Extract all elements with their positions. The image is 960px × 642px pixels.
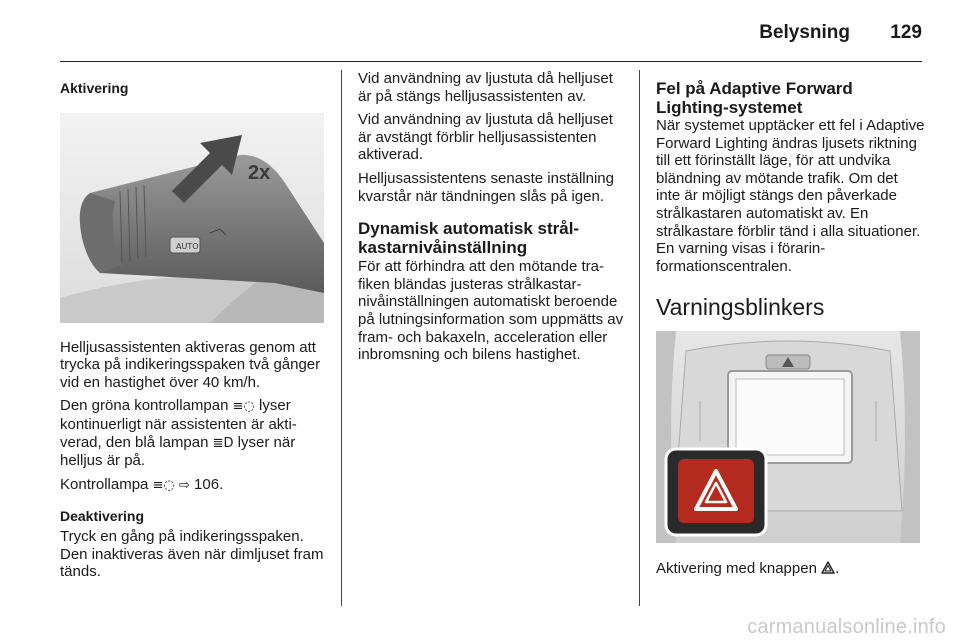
high-beam-icon: ≣D	[212, 435, 234, 451]
indicator-stalk-figure	[60, 113, 324, 323]
paragraph: För att förhindra att den mötande trafiken bländas justeras strålkastarnivåinställningen automatiskt beroende på lutningsinformation som uppmätts av fram- och bakaxeln, acceleration eller inbromsning och bilens hastighet.	[358, 258, 624, 364]
page-number: 129	[890, 22, 922, 43]
column-2	[358, 70, 628, 364]
column-1	[60, 70, 330, 581]
column-divider	[341, 70, 342, 606]
reference-arrow-icon: ⇨	[178, 477, 190, 493]
hazard-button-figure	[656, 331, 920, 543]
section-title: Belysning	[759, 22, 850, 43]
chapter-heading: Varningsblinkers	[656, 294, 825, 321]
high-beam-assist-icon: ≡◌	[232, 399, 255, 415]
caption: Aktivering med knappen .	[656, 560, 840, 578]
high-beam-assist-icon: ≡◌	[152, 477, 175, 493]
deactivation-heading: Deaktivering	[60, 508, 145, 525]
paragraph: Helljusassistentens senaste inställning kvarstår när tändningen slås på igen.	[358, 169, 614, 205]
paragraph: Kontrollampa ≡◌ ⇨ 106.	[60, 475, 224, 493]
paragraph: Den gröna kontrollampan ≡◌ lyser kontinuerligt när assistenten är aktiverad, den blå lampan ≣D lyser när helljus är på.	[60, 397, 297, 470]
paragraph: Vid användning av ljustuta då helljuset är avstängt förblir helljusassistenten aktiverad.	[358, 111, 613, 164]
column-3	[656, 70, 926, 578]
column-divider	[639, 70, 640, 606]
page-header	[60, 20, 922, 62]
svg-text:AUTO: AUTO	[176, 241, 199, 251]
hazard-triangle-icon	[821, 560, 835, 577]
watermark: carmanualsonline.info	[747, 616, 946, 638]
paragraph: Helljusassistenten aktiveras genom att trycka på indikeringsspaken två gånger vid en hastighet över 40 km/h.	[60, 338, 321, 391]
section-heading: Dynamisk automatisk strålkastarnivåinställning	[358, 219, 580, 258]
paragraph: När systemet upptäcker ett fel i Adaptive Forward Lighting ändras ljusets riktning till ett förinställt läge, för att undvika bländning av mötande trafik. Om det inte är möjligt stängs den påverkade strålkastaren automatiskt av. En strålkastare förblir tänd i alla situationer. En varning visas i förarinformationscentralen.	[656, 117, 925, 275]
activation-heading: Aktivering	[60, 80, 129, 96]
paragraph: Vid användning av ljustuta då helljuset är på stängs helljusassistenten av.	[358, 70, 613, 105]
section-heading: Fel på Adaptive Forward Lighting-systemet	[656, 79, 853, 117]
figure-label: 2x	[248, 161, 271, 184]
paragraph: Tryck en gång på indikeringsspaken. Den inaktiveras även när dimljuset fram tänds.	[60, 527, 324, 581]
